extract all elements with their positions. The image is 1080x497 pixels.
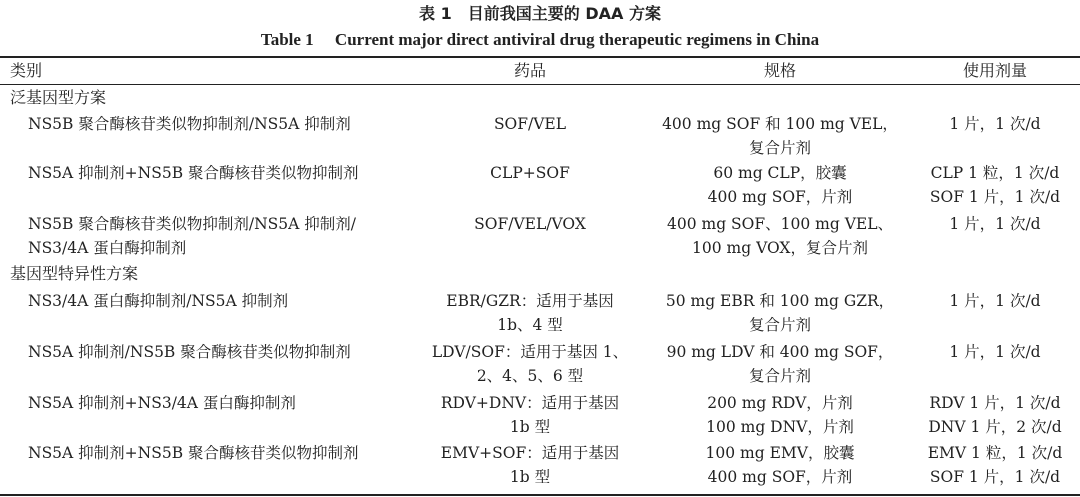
row-category: NS5B 聚合酶核苷类似物抑制剂/NS5A 抑制剂 bbox=[28, 115, 351, 133]
row-specification: 100 mg EMV，胶囊 400 mg SOF，片剂 bbox=[705, 444, 855, 486]
header-rule bbox=[0, 84, 1080, 85]
row-specification: 400 mg SOF 和 100 mg VEL， 复合片剂 bbox=[662, 115, 898, 157]
table-row bbox=[0, 289, 1080, 339]
table-row bbox=[0, 161, 1080, 211]
row-dosage: 1 片，1 次/d bbox=[949, 115, 1041, 133]
table-row bbox=[0, 340, 1080, 390]
table-title-english: Table 1 Current major direct antiviral drug therapeutic regimens in China bbox=[260, 30, 820, 49]
row-specification: 50 mg EBR 和 100 mg GZR， 复合片剂 bbox=[665, 292, 895, 334]
row-drug: EMV+SOF：适用于基因 1b 型 bbox=[440, 444, 620, 486]
row-dosage: EMV 1 粒，1 次/d SOF 1 片，1 次/d bbox=[927, 444, 1063, 486]
row-specification: 200 mg RDV，片剂 100 mg DNV，片剂 bbox=[706, 394, 854, 436]
row-category: NS3/4A 蛋白酶抑制剂/NS5A 抑制剂 bbox=[28, 292, 289, 310]
row-category: NS5A 抑制剂+NS3/4A 蛋白酶抑制剂 bbox=[28, 394, 296, 412]
row-category: NS5A 抑制剂+NS5B 聚合酶核苷类似物抑制剂 bbox=[28, 444, 359, 462]
table-row bbox=[0, 441, 1080, 491]
section-heading-genotype-specific: 基因型特异性方案 bbox=[10, 264, 139, 283]
header-specification: 规格 bbox=[763, 61, 796, 80]
row-drug: LDV/SOF：适用于基因 1、 2、4、5、6 型 bbox=[431, 343, 629, 385]
table-row bbox=[0, 212, 1080, 262]
table-row bbox=[0, 391, 1080, 441]
header-drug: 药品 bbox=[513, 61, 546, 80]
row-drug: CLP+SOF bbox=[490, 164, 570, 182]
row-category: NS5A 抑制剂+NS5B 聚合酶核苷类似物抑制剂 bbox=[28, 164, 359, 182]
row-category: NS5A 抑制剂/NS5B 聚合酶核苷类似物抑制剂 bbox=[28, 343, 351, 361]
header-dosage: 使用剂量 bbox=[962, 61, 1027, 80]
table-row bbox=[0, 112, 1080, 162]
row-drug: SOF/VEL/VOX bbox=[474, 215, 586, 233]
header-category: 类别 bbox=[10, 61, 43, 80]
row-category: NS5B 聚合酶核苷类似物抑制剂/NS5A 抑制剂/ NS3/4A 蛋白酶抑制剂 bbox=[28, 215, 356, 257]
bottom-rule bbox=[0, 494, 1080, 496]
row-dosage: 1 片，1 次/d bbox=[949, 215, 1041, 233]
table-title-chinese: 表 1 目前我国主要的 DAA 方案 bbox=[419, 4, 661, 23]
row-dosage: CLP 1 粒，1 次/d SOF 1 片，1 次/d bbox=[929, 164, 1061, 206]
row-dosage: 1 片，1 次/d bbox=[949, 343, 1041, 361]
section-heading-pangenotypic: 泛基因型方案 bbox=[10, 88, 107, 107]
row-drug: EBR/GZR：适用于基因 1b、4 型 bbox=[446, 292, 614, 334]
row-drug: RDV+DNV：适用于基因 1b 型 bbox=[440, 394, 620, 436]
row-specification: 60 mg CLP，胶囊 400 mg SOF，片剂 bbox=[707, 164, 853, 206]
row-specification: 400 mg SOF、100 mg VEL、 100 mg VOX，复合片剂 bbox=[667, 215, 893, 257]
row-dosage: RDV 1 片，1 次/d DNV 1 片，2 次/d bbox=[928, 394, 1062, 436]
row-dosage: 1 片，1 次/d bbox=[949, 292, 1041, 310]
row-drug: SOF/VEL bbox=[493, 115, 567, 133]
row-specification: 90 mg LDV 和 400 mg SOF， 复合片剂 bbox=[666, 343, 894, 385]
